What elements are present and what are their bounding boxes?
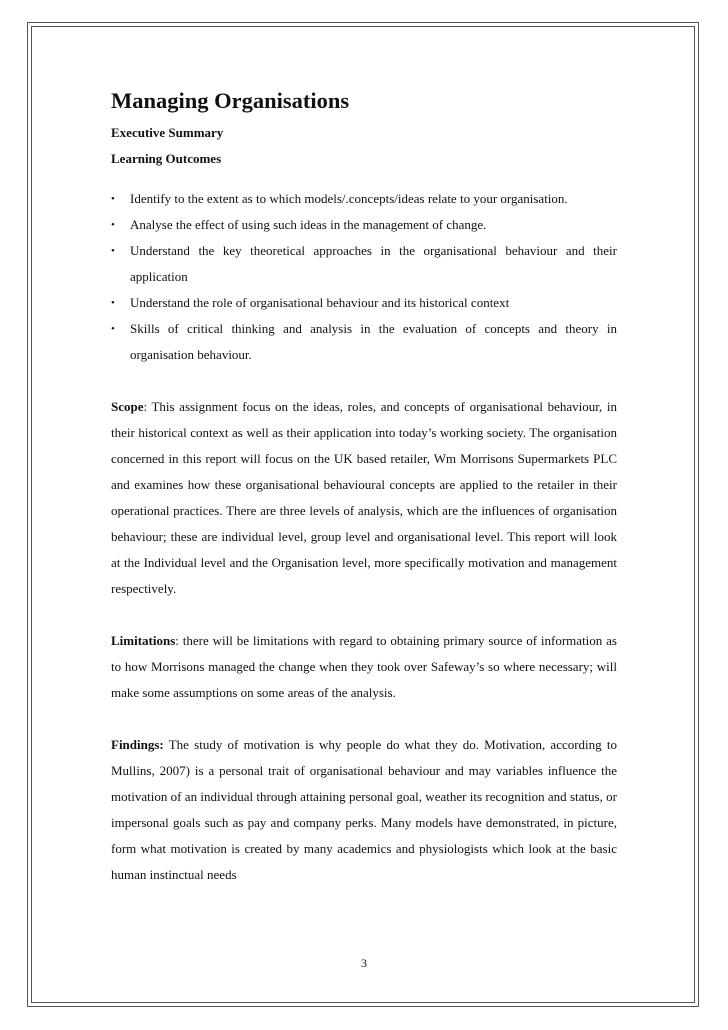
limitations-text: : there will be limitations with regard to obtaining primary source of information as to how Morrisons managed the change when they took over Safeway’s so where necessary; will make some assumptions on some areas of the analysis.	[111, 633, 617, 700]
learning-outcomes-heading: Learning Outcomes	[111, 151, 222, 166]
scope-label: Scope	[111, 399, 144, 414]
limitations-label: Limitations	[111, 633, 176, 648]
list-item	[111, 290, 617, 316]
scope-paragraph	[111, 394, 617, 602]
learning-outcome-text: Identify to the extent as to which models/.concepts/ideas relate to your organisation.	[130, 191, 568, 206]
learning-outcome-text: Analyse the effect of using such ideas in the management of change.	[130, 217, 487, 232]
learning-outcome-text: Understand the key theoretical approaches in the organisational behaviour and their application	[130, 243, 617, 284]
list-item	[111, 238, 617, 290]
learning-outcomes-list	[111, 186, 617, 368]
learning-outcome-text: Understand the role of organisational behaviour and its historical context	[130, 295, 510, 310]
bullet-icon: •	[111, 323, 115, 335]
document-body	[111, 82, 617, 888]
list-item	[111, 316, 617, 368]
findings-label: Findings:	[111, 737, 164, 752]
bullet-icon: •	[111, 193, 115, 205]
limitations-paragraph	[111, 628, 617, 706]
bullet-icon: •	[111, 245, 115, 257]
document-title: Managing Organisations	[111, 88, 350, 113]
list-item	[111, 186, 617, 212]
findings-paragraph	[111, 732, 617, 888]
list-item	[111, 212, 617, 238]
bullet-icon: •	[111, 219, 115, 231]
learning-outcome-text: Skills of critical thinking and analysis in the evaluation of concepts and theory in organisation behaviour.	[130, 321, 617, 362]
bullet-icon: •	[111, 297, 115, 309]
findings-text: The study of motivation is why people do what they do. Motivation, according to Mullins, 2007) is a personal trait of organisational behaviour and may variables influence the motivation of an individual through attaining personal goal, weather its recognition and status, or impersonal goals such as pay and company perks. Many models have demonstrated, in picture, form what motivation is created by many academics and physiologists which look at the basic human instinctual needs	[111, 737, 617, 882]
executive-summary-heading: Executive Summary	[111, 125, 224, 140]
scope-text: : This assignment focus on the ideas, roles, and concepts of organisational behaviour, in their historical context as well as their application into today’s working society. The organisation concerned in this report will focus on the UK based retailer, Wm Morrisons Supermarkets PLC and examines how these organisational behavioural concepts are applied to the retailer in their operational practices. There are three levels of analysis, which are the influences of organisation behaviour; these are individual level, group level and organisational level. This report will look at the Individual level and the Organisation level, more specifically motivation and management respectively.	[111, 399, 617, 596]
page-number: 3	[361, 956, 367, 970]
